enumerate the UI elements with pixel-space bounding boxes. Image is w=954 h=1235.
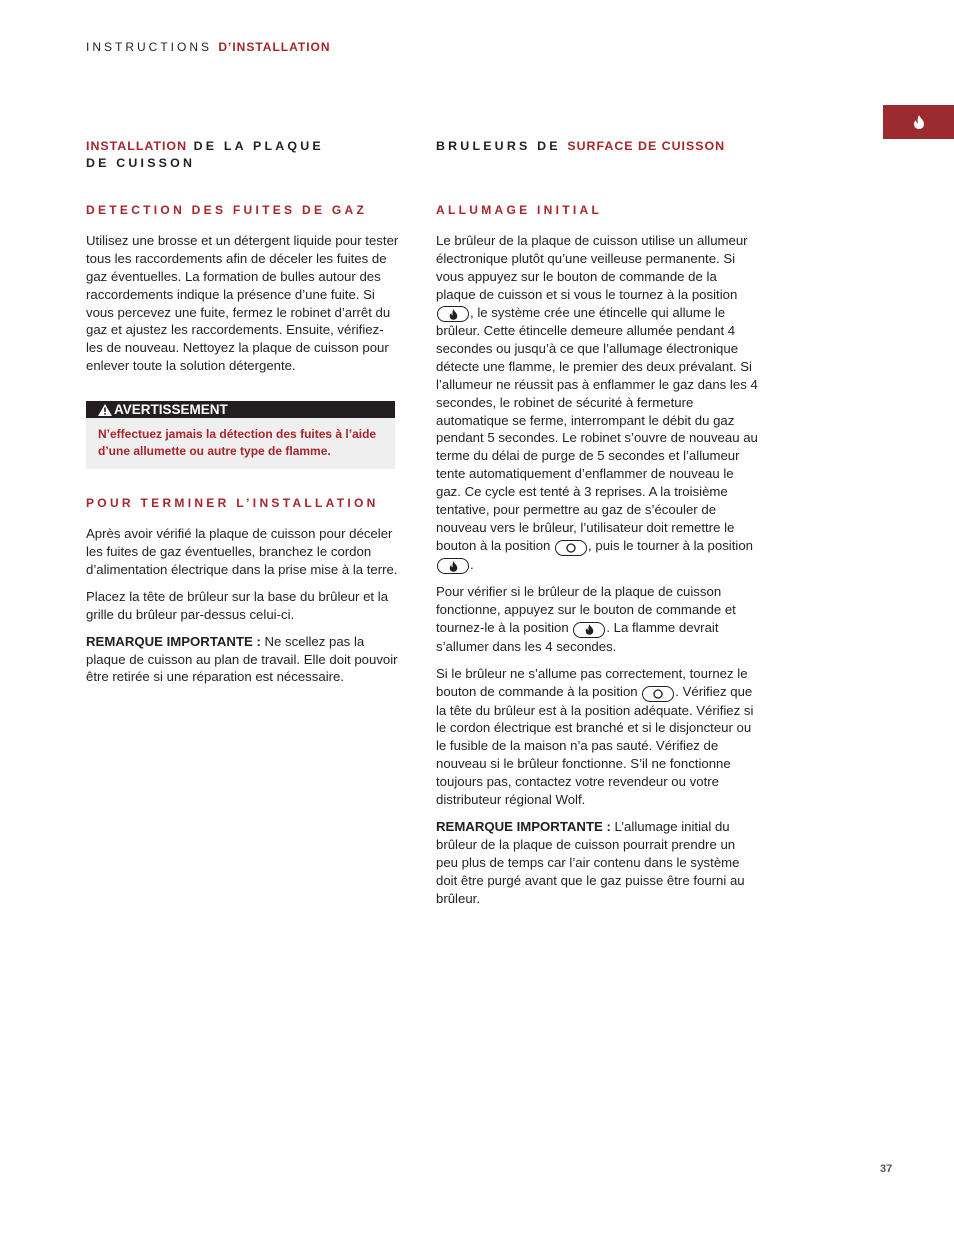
important-note-label: REMARQUE IMPORTANTE : bbox=[86, 633, 261, 649]
header-prefix: INSTRUCTIONS bbox=[86, 40, 212, 54]
initial-ignition-title: ALLUMAGE INITIAL bbox=[436, 203, 603, 217]
finish-installation-title: POUR TERMINER L’INSTALLATION bbox=[86, 496, 379, 511]
warning-text: N’effectuez jamais la détection des fuites à l’aide d’une allumette ou autre type de flamme. bbox=[98, 427, 377, 458]
important-note-left bbox=[86, 633, 400, 687]
leak-detection-title: DETECTION DES FUITES DE GAZ bbox=[86, 203, 368, 217]
right-section-title bbox=[436, 138, 758, 155]
warning-box bbox=[86, 401, 395, 469]
initial-ignition-text bbox=[436, 232, 758, 575]
warning-header bbox=[86, 401, 395, 418]
left-section-line1: DE LA PLAQUE bbox=[187, 139, 324, 153]
right-section-accent: SURFACE DE CUISSON bbox=[567, 139, 726, 153]
finish-installation-text: Après avoir vérifié la plaque de cuisson pour déceler les fuites de gaz éventuelles, branchez le cordon d’alimentation électrique dans la prise mise à la terre. bbox=[86, 526, 398, 577]
flame-icon bbox=[449, 561, 458, 572]
left-column bbox=[86, 138, 400, 686]
burner-check-b: . La flamme devrait s’allumer dans les 4 secondes. bbox=[436, 620, 719, 654]
troubleshoot-b: . Vérifiez que la tête du brûleur est à la position adéquate. Vérifiez si le cordon électrique est branché et si le disjoncteur ou le fusible de la maison n’a pas sauté. Vérifiez de nouveau si le brûleur fonctionne. S’il ne fonctionne toujours pas, contactez votre revendeur ou votre distributeur régional Wolf. bbox=[436, 683, 754, 808]
right-column bbox=[436, 138, 758, 908]
hi-position-symbol bbox=[437, 558, 469, 574]
warning-title: AVERTISSEMENT bbox=[114, 402, 228, 418]
important-note-text: L’allumage initial du brûleur de la plaque de cuisson pourrait prendre un peu plus de temps car l’air contenu dans le système doit être purgé avant que le gaz puisse être fourni au brûleur. bbox=[436, 818, 745, 906]
burner-placement-text: Placez la tête de brûleur sur la base du brûleur et la grille du brûleur par-dessus celui-ci. bbox=[86, 588, 389, 622]
circle-icon bbox=[566, 543, 576, 553]
hi-position-symbol bbox=[573, 622, 605, 638]
ignition-text-d: . bbox=[470, 556, 474, 572]
left-section-title bbox=[86, 138, 400, 172]
off-position-symbol bbox=[642, 686, 674, 702]
ignition-text-b: , le système crée une étincelle qui allume le brûleur. Cette étincelle demeure allumée pendant 4 secondes ou jusqu’à ce que l’allumage électronique détecte une flamme, le premier des deux prévalant. Si l’allumeur ne réussit pas à enflammer le gaz dans les 4 secondes, le robinet de sécurité à fermeture automatique se ferme, interrompant le débit du gaz pendant 5 secondes. Le robinet s’ouvre de nouveau au terme du délai de purge de 5 secondes et l’allumeur tente automatiquement d’enflammer de nouveau le gaz. Ce cycle est tenté à 3 reprises. A la troisième tentative, pour permettre au gaz de s’écouler de nouveau vers le brûleur, l’utilisateur doit remettre le bouton à la position bbox=[436, 304, 758, 553]
troubleshoot-text bbox=[436, 665, 758, 809]
flame-icon bbox=[449, 309, 458, 320]
header-accent: D’INSTALLATION bbox=[218, 40, 331, 54]
burner-check-a: Pour vérifier si le brûleur de la plaque de cuisson fonctionne, appuyez sur le bouton de commande et tournez-le à la position bbox=[436, 584, 736, 636]
section-tab bbox=[883, 105, 954, 139]
important-note-text: Ne scellez pas la plaque de cuisson au plan de travail. Elle doit pouvoir être retirée si une réparation est nécessaire. bbox=[86, 633, 398, 685]
flame-icon bbox=[585, 624, 594, 635]
flame-icon bbox=[913, 115, 925, 129]
warning-icon bbox=[98, 404, 112, 416]
leak-detection-text: Utilisez une brosse et un détergent liquide pour tester tous les raccordements afin de déceler les fuites de gaz éventuelles. La formation de bulles autour des raccordements indique la présence d’une fuite. Si vous percevez une fuite, fermez le robinet d’arrêt du gaz et ajustez les raccordements. Ensuite, vérifiez-les de nouveau. Nettoyez la plaque de cuisson pour enlever toute la solution détergente. bbox=[86, 232, 399, 374]
important-note-label: REMARQUE IMPORTANTE : bbox=[436, 818, 611, 834]
burner-check-text bbox=[436, 583, 758, 655]
page-number: 37 bbox=[880, 1163, 893, 1175]
left-section-line2: DE CUISSON bbox=[86, 156, 196, 170]
circle-icon bbox=[653, 689, 663, 699]
ignition-text-c: , puis le tourner à la position bbox=[588, 537, 753, 553]
hi-position-symbol bbox=[437, 306, 469, 322]
left-section-accent: INSTALLATION bbox=[86, 139, 188, 153]
page-header bbox=[86, 40, 331, 54]
ignition-text-a: Le brûleur de la plaque de cuisson utilise un allumeur électronique plutôt qu’une veilleuse permanente. Si vous appuyez sur le bouton de commande de la plaque de cuisson et si vous le tournez à la position bbox=[436, 232, 748, 302]
right-section-prefix: BRULEURS DE bbox=[436, 139, 568, 153]
troubleshoot-a: Si le brûleur ne s’allume pas correctement, tournez le bouton de commande à la position bbox=[436, 665, 748, 699]
important-note-right bbox=[436, 818, 758, 908]
off-position-symbol bbox=[555, 540, 587, 556]
